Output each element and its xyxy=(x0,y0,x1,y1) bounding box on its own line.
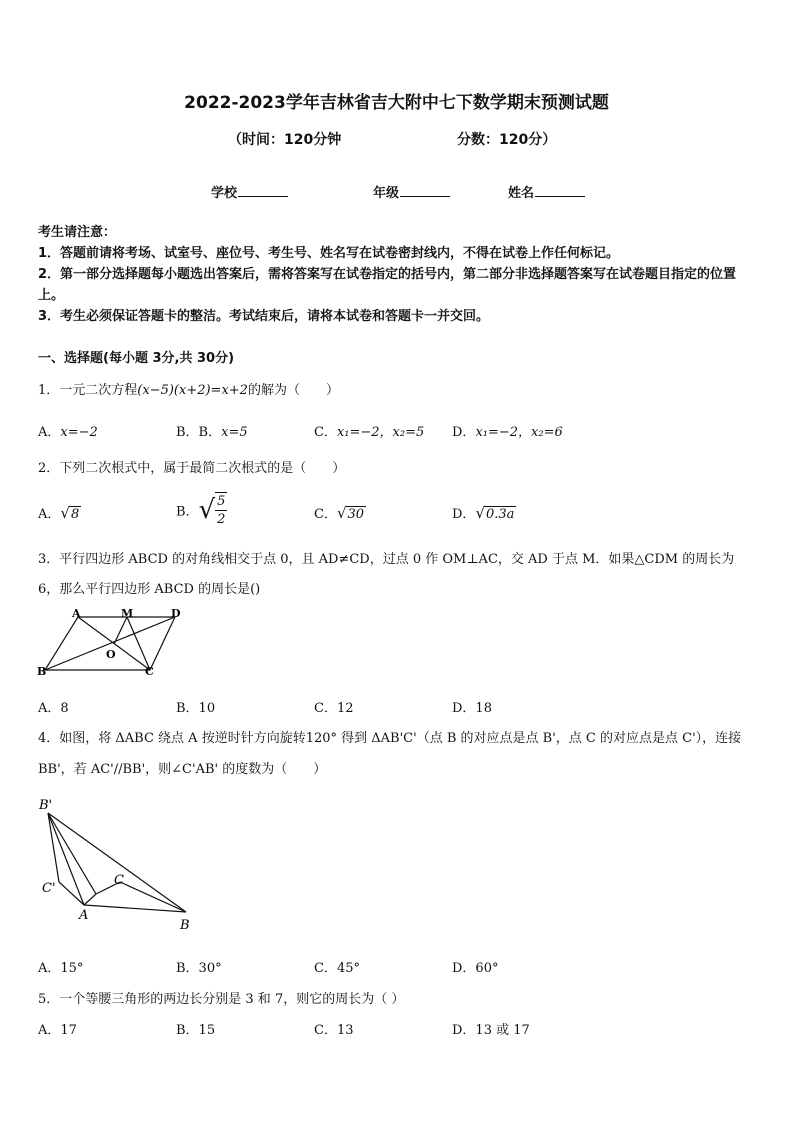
school-field xyxy=(211,182,288,201)
q5-option-c[interactable]: C．13 xyxy=(314,1023,354,1038)
label-c: C xyxy=(145,665,154,678)
notice-heading: 考生请注意： xyxy=(38,225,117,240)
sqrt-symbol: √ xyxy=(475,504,485,522)
name-blank xyxy=(535,184,585,197)
q3-parallelogram-figure xyxy=(36,606,186,686)
question-4-stem: 4．如图，将 ΔABC 绕点 A 按逆时针方向旋转120° 得到 ΔAB'C'（点 B 的对应点是点 B'，点 C 的对应点是点 C'），连接 BB'，若 AC'//BB'，则∠C'AB' 的度数为（ ） xyxy=(38,731,742,777)
school-blank xyxy=(238,184,288,197)
school-label: 学校 xyxy=(211,186,238,201)
label-b: B xyxy=(37,665,47,678)
q3-option-c[interactable]: C．12 xyxy=(314,701,354,716)
segment-om xyxy=(114,617,127,644)
exam-score: 分数：120分） xyxy=(457,132,557,148)
grade-label: 年级 xyxy=(373,186,400,201)
segment-a-near xyxy=(84,894,96,905)
segment-cb xyxy=(120,882,186,912)
q4-option-b[interactable]: B．30° xyxy=(176,961,222,976)
q4-option-c[interactable]: C．45° xyxy=(314,961,360,976)
grade-field xyxy=(373,182,450,201)
label-o: O xyxy=(106,648,116,661)
question-3-stem: 3．平行四边形 ABCD 的对角线相交于点 0，且 AD≠CD，过点 0 作 OM⊥AC，交 AD 于点 M．如果△CDM 的周长为 6，那么平行四边形 ABCD 的周长是() xyxy=(38,552,735,597)
name-label: 姓名 xyxy=(508,186,535,201)
sqrt-symbol: √ xyxy=(60,504,70,522)
label-c-prime: C' xyxy=(42,881,56,896)
diagonal-bd xyxy=(45,617,175,670)
label-d: D xyxy=(171,607,181,620)
q3-option-d[interactable]: D．18 xyxy=(452,701,492,716)
q1-option-b[interactable]: B．B．x=5 xyxy=(176,425,248,440)
label-a: A xyxy=(72,607,81,620)
q5-option-a[interactable]: A．17 xyxy=(38,1023,77,1038)
q3-option-a[interactable]: A．8 xyxy=(38,701,69,716)
q5-option-b[interactable]: B．15 xyxy=(176,1023,216,1038)
label-b: B xyxy=(180,918,190,933)
question-5-stem: 5．一个等腰三角形的两边长分别是 3 和 7，则它的周长为（ ） xyxy=(38,992,405,1007)
q4-option-d[interactable]: D．60° xyxy=(452,961,499,976)
page-title: 2022-2023学年吉林省吉大附中七下数学期末预测试题 xyxy=(184,93,609,113)
sqrt-symbol: √ xyxy=(336,504,347,522)
q3-option-b[interactable]: B．10 xyxy=(176,701,216,716)
q1-option-c[interactable]: C．x₁=−2，x₂=5 xyxy=(314,425,425,440)
q5-option-d[interactable]: D．13 或 17 xyxy=(452,1023,530,1038)
notice-item-3: 3．考生必须保证答题卡的整洁。考试结束后，请将本试卷和答题卡一并交回。 xyxy=(38,309,490,324)
segment-bb-prime xyxy=(48,813,186,912)
q4-rotation-figure xyxy=(36,792,196,934)
q2-option-b[interactable]: B．√ $\frac{5}{2}$ xyxy=(176,494,226,527)
q1-suffix: 的解为（ ） xyxy=(247,383,339,398)
notice-item-2: 2．第一部分选择题每小题选出答案后，需将答案写在试卷指定的括号内，第二部分非选择题答案写在试卷题目指定的位置上。 xyxy=(38,267,737,303)
q4-option-a[interactable]: A．15° xyxy=(38,961,84,976)
segment-c-prime-a xyxy=(59,882,84,905)
q2-option-a[interactable]: A．√8 xyxy=(38,504,80,522)
exam-time: （时间：120分钟 xyxy=(228,132,342,148)
label-a: A xyxy=(79,908,89,923)
notice-item-1: 1．答题前请将考场、试室号、座位号、考生号、姓名写在试卷密封线内，不得在试卷上作任何标记。 xyxy=(38,246,620,261)
q2-option-d[interactable]: D．√0.3a xyxy=(452,504,515,522)
q1-equation: (x−5)(x+2)=x+2 xyxy=(137,383,248,398)
label-m: M xyxy=(121,607,134,620)
question-2-stem: 2．下列二次根式中，属于最简二次根式的是（ ） xyxy=(38,461,346,476)
grade-blank xyxy=(400,184,450,197)
q1-option-d[interactable]: D．x₁=−2，x₂=6 xyxy=(452,425,563,440)
label-c: C xyxy=(114,873,124,888)
sqrt-symbol: √ xyxy=(198,495,216,525)
q2-option-c[interactable]: C．√30 xyxy=(314,504,365,522)
q1-option-a[interactable]: A．x=−2 xyxy=(38,425,98,440)
name-field xyxy=(508,182,585,201)
section-heading: 一、选择题(每小题 3分,共 30分) xyxy=(38,351,235,366)
segment-ab xyxy=(84,905,186,912)
label-b-prime: B' xyxy=(39,798,53,813)
question-1-stem xyxy=(38,379,339,398)
q1-prefix: 1．一元二次方程 xyxy=(38,383,138,398)
